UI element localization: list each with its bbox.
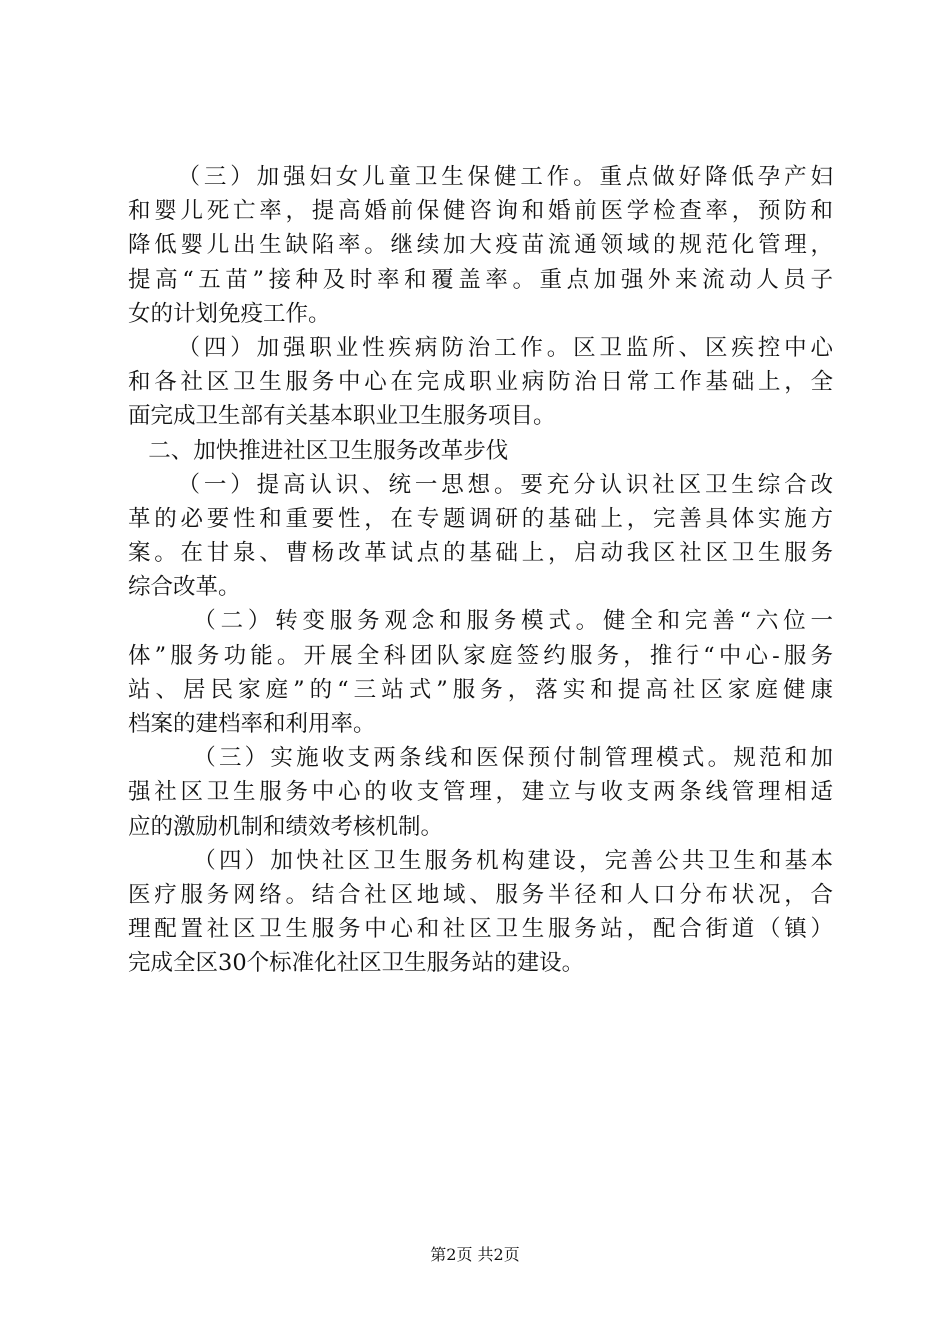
text-line: 和婴儿死亡率，提高婚前保健咨询和婚前医学检查率，预防和 (128, 198, 833, 225)
text-line: 提高“五苗”接种及时率和覆盖率。重点加强外来流动人员子 (128, 266, 833, 293)
text-line: 档案的建档率和利用率。 (128, 711, 376, 737)
text-line: 降低婴儿出生缺陷率。继续加大疫苗流通领域的规范化管理， (128, 232, 833, 259)
document-body (128, 160, 833, 981)
text-line: 完成全区30个标准化社区卫生服务站的建设。 (128, 950, 585, 977)
text-line: （四）加快社区卫生服务机构建设，完善公共卫生和基本 (193, 847, 833, 874)
text-line: （一）提高认识、统一思想。要充分认识社区卫生综合改 (177, 471, 833, 498)
text-line: 医疗服务网络。结合社区地域、服务半径和人口分布状况，合 (128, 881, 833, 908)
text-line: 和各社区卫生服务中心在完成职业病防治日常工作基础上，全 (128, 369, 833, 396)
page-footer: 第2页 共2页 (430, 1245, 520, 1264)
text-line: （三）实施收支两条线和医保预付制管理模式。规范和加 (193, 745, 833, 772)
text-line: 面完成卫生部有关基本职业卫生服务项目。 (128, 403, 556, 430)
text-line: 理配置社区卫生服务中心和社区卫生服务站，配合街道（镇） (128, 916, 833, 943)
text-line: 二、加快推进社区卫生服务改革步伐 (148, 437, 509, 464)
text-line: 体”服务功能。开展全科团队家庭签约服务，推行“中心-服务 (128, 642, 833, 669)
text-line: 女的计划免疫工作。 (128, 300, 331, 327)
text-line: 综合改革。 (128, 574, 241, 601)
text-line: 案。在甘泉、曹杨改革试点的基础上，启动我区社区卫生服务 (128, 540, 833, 567)
text-line: （四）加强职业性疾病防治工作。区卫监所、区疾控中心 (177, 334, 833, 361)
text-line: （二）转变服务观念和服务模式。健全和完善“六位一 (193, 608, 833, 635)
text-line: 站、居民家庭”的“三站式”服务，落实和提高社区家庭健康 (128, 676, 833, 703)
text-line: 应的激励机制和绩效考核机制。 (128, 813, 444, 840)
text-line: 革的必要性和重要性，在专题调研的基础上，完善具体实施方 (128, 505, 833, 532)
text-line: （三）加强妇女儿童卫生保健工作。重点做好降低孕产妇 (177, 164, 833, 190)
text-line: 强社区卫生服务中心的收支管理，建立与收支两条线管理相适 (128, 779, 833, 806)
